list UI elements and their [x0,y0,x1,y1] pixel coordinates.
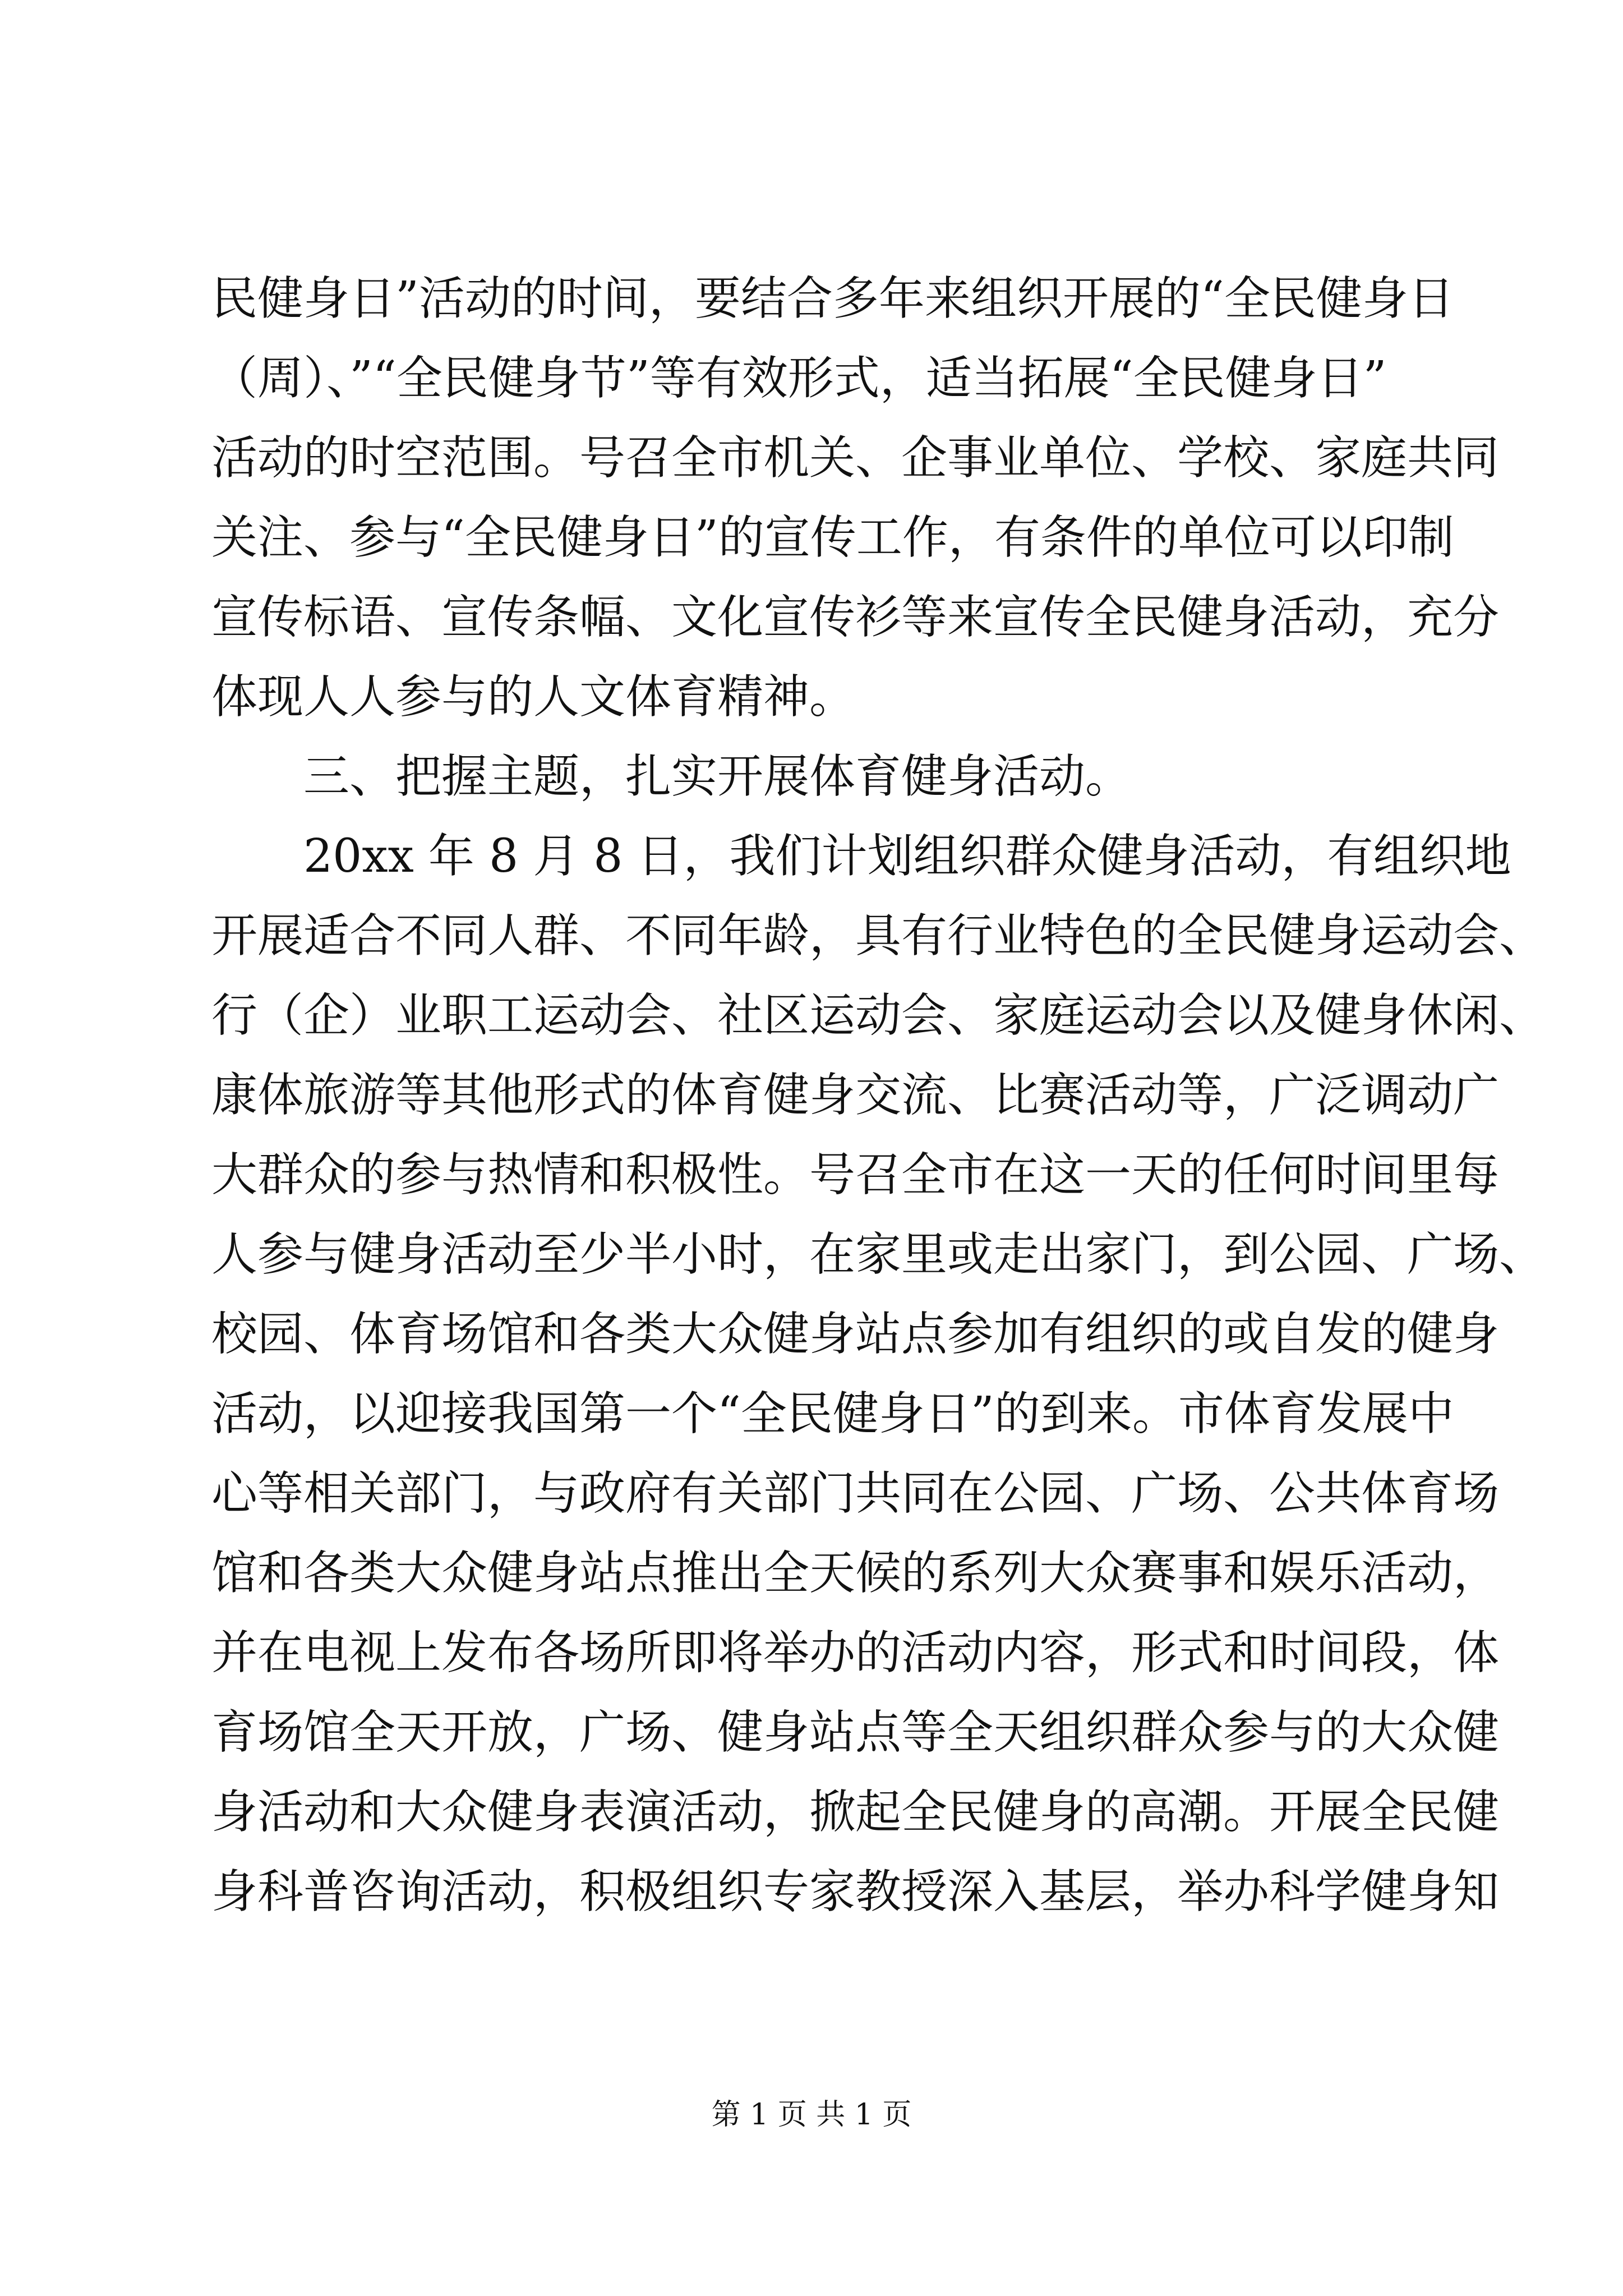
text-line: 人参与健身活动至少半小时，在家里或走出家门，到公园、广场、 [211,1228,1546,1281]
text-line: 活动的时空范围。号召全市机关、企事业单位、学校、家庭共同 [211,431,1500,485]
text-line: 关注、参与“全民健身日”的宣传工作，有条件的单位可以印制 [211,511,1454,564]
page-number: 第 1 页 共 1 页 [711,2098,912,2132]
text-line: 校园、体育场馆和各类大众健身站点参加有组织的或自发的健身 [211,1308,1500,1361]
text-line: 民健身日”活动的时间，要结合多年来组织开展的“全民健身日 [211,272,1454,325]
text-line: 体现人人参与的人文体育精神。 [211,670,856,724]
section-heading: 三、把握主题，扎实开展体育健身活动。 [303,750,1132,803]
text-line: 育场馆全天开放，广场、健身站点等全天组织群众参与的大众健 [211,1706,1500,1759]
text-line: 开展适合不同人群、不同年龄，具有行业特色的全民健身运动会、 [211,909,1546,963]
text-line: 身科普咨询活动，积极组织专家教授深入基层，举办科学健身知 [211,1865,1500,1918]
text-line: 并在电视上发布各场所即将举办的活动内容，形式和时间段，体 [211,1626,1500,1680]
page-footer [0,2095,1623,2134]
text-line: 康体旅游等其他形式的体育健身交流、比赛活动等，广泛调动广 [211,1069,1500,1122]
text-line: 身活动和大众健身表演活动，掀起全民健身的高潮。开展全民健 [211,1786,1500,1839]
text-line: 宣传标语、宣传条幅、文化宣传衫等来宣传全民健身活动，充分 [211,591,1500,644]
text-line: 活动，以迎接我国第一个“全民健身日”的到来。市体育发展中 [211,1387,1454,1441]
text-line: 心等相关部门，与政府有关部门共同在公园、广场、公共体育场 [211,1467,1500,1520]
text-line: 20xx 年 8 月 8 日，我们计划组织群众健身活动，有组织地 [303,830,1511,883]
text-line: 馆和各类大众健身站点推出全天候的系列大众赛事和娱乐活动， [211,1547,1500,1600]
body-text [211,259,1546,1932]
text-line: （周）、”“全民健身节”等有效形式，适当拓展“全民健身日” [211,352,1387,405]
text-line: 行（企）业职工运动会、社区运动会、家庭运动会以及健身休闲、 [211,989,1546,1042]
text-line: 大群众的参与热情和积极性。号召全市在这一天的任何时间里每 [211,1148,1500,1202]
